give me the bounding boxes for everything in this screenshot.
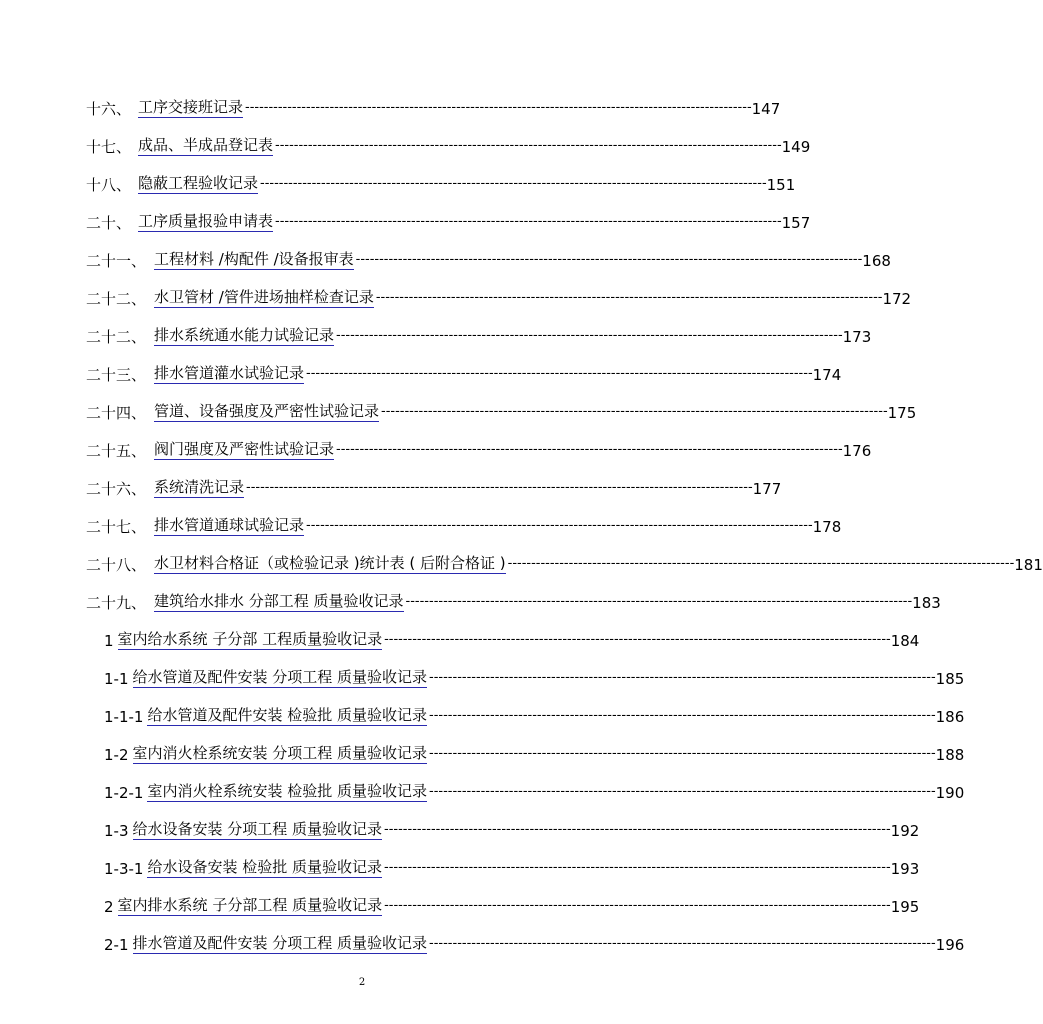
toc-number: 二十、	[86, 214, 132, 232]
toc-title[interactable]: 系统清洗记录	[154, 478, 245, 496]
toc-entry[interactable]	[86, 96, 781, 118]
toc-number: 二十九、	[86, 594, 147, 612]
toc-entry[interactable]	[86, 438, 872, 460]
toc-title[interactable]: 隐蔽工程验收记录	[138, 174, 259, 192]
toc-title[interactable]: 管道、设备强度及严密性试验记录	[154, 402, 380, 420]
toc-title[interactable]: 室内消火栓系统安装 检验批 质量验收记录	[147, 782, 428, 800]
toc-leader: ------------------------------------------------------------------------------------------------------------	[429, 708, 936, 723]
toc-number: 二十二、	[86, 328, 147, 346]
toc-number: 1-2	[104, 746, 129, 764]
toc-entry[interactable]	[104, 856, 920, 878]
toc-page: 149	[781, 138, 811, 156]
toc-entry[interactable]	[104, 666, 965, 688]
toc-title[interactable]: 给水设备安装 检验批 质量验收记录	[147, 858, 383, 876]
toc-page: 175	[887, 404, 917, 422]
toc-entry[interactable]	[86, 400, 917, 422]
toc-leader: ------------------------------------------------------------------------------------------------------------	[384, 898, 891, 913]
toc-leader: ------------------------------------------------------------------------------------------------------------	[384, 632, 891, 647]
toc-number: 2-1	[104, 936, 129, 954]
toc-number: 1-2-1	[104, 784, 144, 802]
toc-leader: ------------------------------------------------------------------------------------------------------------	[507, 556, 1015, 571]
toc-leader: ------------------------------------------------------------------------------------------------------------	[275, 214, 782, 229]
toc-page: 192	[890, 822, 920, 840]
toc-entry[interactable]	[86, 134, 811, 156]
toc-page: 186	[935, 708, 965, 726]
toc-leader: ------------------------------------------------------------------------------------------------------------	[381, 404, 888, 419]
toc-leader: ------------------------------------------------------------------------------------------------------------	[245, 100, 752, 115]
toc-leader: ------------------------------------------------------------------------------------------------------------	[306, 366, 813, 381]
toc-title[interactable]: 给水设备安装 分项工程 质量验收记录	[132, 820, 383, 838]
toc-page: 190	[935, 784, 965, 802]
toc-page: 188	[935, 746, 965, 764]
toc-number: 二十六、	[86, 480, 147, 498]
toc-page: 193	[890, 860, 920, 878]
toc-title[interactable]: 给水管道及配件安装 分项工程 质量验收记录	[132, 668, 428, 686]
toc-leader: ------------------------------------------------------------------------------------------------------------	[429, 746, 936, 761]
toc-page: 173	[842, 328, 872, 346]
toc-entry[interactable]	[104, 932, 965, 954]
toc-entry[interactable]	[86, 552, 1043, 574]
toc-page: 174	[812, 366, 842, 384]
toc-leader: ------------------------------------------------------------------------------------------------------------	[275, 138, 782, 153]
toc-leader: ------------------------------------------------------------------------------------------------------------	[336, 328, 843, 343]
toc-page: 195	[890, 898, 920, 916]
toc-entry[interactable]	[104, 742, 965, 764]
toc-number: 二十四、	[86, 404, 147, 422]
toc-title[interactable]: 工序交接班记录	[138, 98, 244, 116]
toc-leader: ------------------------------------------------------------------------------------------------------------	[429, 936, 936, 951]
toc-leader: ------------------------------------------------------------------------------------------------------------	[355, 252, 863, 267]
toc-number: 二十三、	[86, 366, 147, 384]
toc-title[interactable]: 排水管道灌水试验记录	[154, 364, 305, 382]
toc-number: 二十五、	[86, 442, 147, 460]
toc-entry[interactable]	[104, 780, 965, 802]
toc-title[interactable]: 水卫材料合格证（或检验记录 )统计表 ( 后附合格证 )	[154, 554, 506, 572]
toc-entry[interactable]	[86, 324, 872, 346]
toc-entry[interactable]	[86, 172, 796, 194]
toc-title[interactable]: 排水系统通水能力试验记录	[154, 326, 335, 344]
toc-page: 172	[882, 290, 912, 308]
toc-title[interactable]: 工序质量报验申请表	[138, 212, 274, 230]
toc-leader: ------------------------------------------------------------------------------------------------------------	[336, 442, 843, 457]
toc-title[interactable]: 排水管道通球试验记录	[154, 516, 305, 534]
toc-number: 1	[104, 632, 114, 650]
toc-number: 二十二、	[86, 290, 147, 308]
toc-number: 二十一、	[86, 252, 147, 270]
toc-number: 二十八、	[86, 556, 147, 574]
toc-number: 二十七、	[86, 518, 147, 536]
toc-page: 157	[781, 214, 811, 232]
toc-page: 177	[752, 480, 782, 498]
toc-leader: ------------------------------------------------------------------------------------------------------------	[384, 860, 891, 875]
toc-page: 168	[862, 252, 891, 270]
toc-title[interactable]: 成品、半成品登记表	[138, 136, 274, 154]
toc-leader: ------------------------------------------------------------------------------------------------------------	[260, 176, 767, 191]
toc-page: 196	[935, 936, 965, 954]
toc-entry[interactable]	[86, 286, 912, 308]
toc-entry[interactable]	[86, 362, 842, 384]
toc-number: 十八、	[86, 176, 132, 194]
toc-entry[interactable]	[86, 210, 811, 232]
toc-page: 183	[912, 594, 941, 612]
toc-page: 185	[935, 670, 965, 688]
toc-page: 147	[751, 100, 781, 118]
page-number-footer: 2	[358, 977, 366, 988]
toc-number: 1-3-1	[104, 860, 144, 878]
toc-entry[interactable]	[86, 590, 941, 612]
toc-entry[interactable]	[104, 818, 920, 840]
toc-entry[interactable]	[104, 628, 920, 650]
toc-page: 184	[890, 632, 920, 650]
toc-leader: ------------------------------------------------------------------------------------------------------------	[429, 670, 936, 685]
toc-number: 十六、	[86, 100, 132, 118]
toc-entry[interactable]	[104, 894, 920, 916]
toc-title[interactable]: 阀门强度及严密性试验记录	[154, 440, 335, 458]
toc-leader: ------------------------------------------------------------------------------------------------------------	[375, 290, 883, 305]
toc-title[interactable]: 室内排水系统 子分部工程 质量验收记录	[117, 896, 383, 914]
toc-number: 十七、	[86, 138, 132, 156]
toc-number: 1-3	[104, 822, 129, 840]
toc-leader: ------------------------------------------------------------------------------------------------------------	[384, 822, 891, 837]
toc-leader: ------------------------------------------------------------------------------------------------------------	[246, 480, 753, 495]
toc-title[interactable]: 室内给水系统 子分部 工程质量验收记录	[117, 630, 383, 648]
toc-leader: ------------------------------------------------------------------------------------------------------------	[429, 784, 936, 799]
toc-leader: ------------------------------------------------------------------------------------------------------------	[405, 594, 913, 609]
toc-title[interactable]: 建筑给水排水 分部工程 质量验收记录	[154, 592, 404, 610]
toc-title[interactable]: 给水管道及配件安装 检验批 质量验收记录	[147, 706, 428, 724]
toc-number: 2	[104, 898, 114, 916]
toc-entry[interactable]	[86, 476, 782, 498]
toc-entry[interactable]	[86, 514, 842, 536]
toc-number: 1-1-1	[104, 708, 144, 726]
toc-title[interactable]: 水卫管材 /管件进场抽样检查记录	[154, 288, 374, 306]
toc-title[interactable]: 排水管道及配件安装 分项工程 质量验收记录	[132, 934, 428, 952]
toc-number: 1-1	[104, 670, 129, 688]
toc-page: 151	[766, 176, 796, 194]
toc-title[interactable]: 室内消火栓系统安装 分项工程 质量验收记录	[132, 744, 428, 762]
toc-entry[interactable]	[86, 248, 891, 270]
toc-page: 178	[812, 518, 842, 536]
toc-title[interactable]: 工程材料 /构配件 /设备报审表	[154, 250, 354, 268]
toc-entry[interactable]	[104, 704, 965, 726]
toc-leader: ------------------------------------------------------------------------------------------------------------	[306, 518, 813, 533]
toc-page: 181	[1014, 556, 1043, 574]
toc-page: 176	[842, 442, 872, 460]
